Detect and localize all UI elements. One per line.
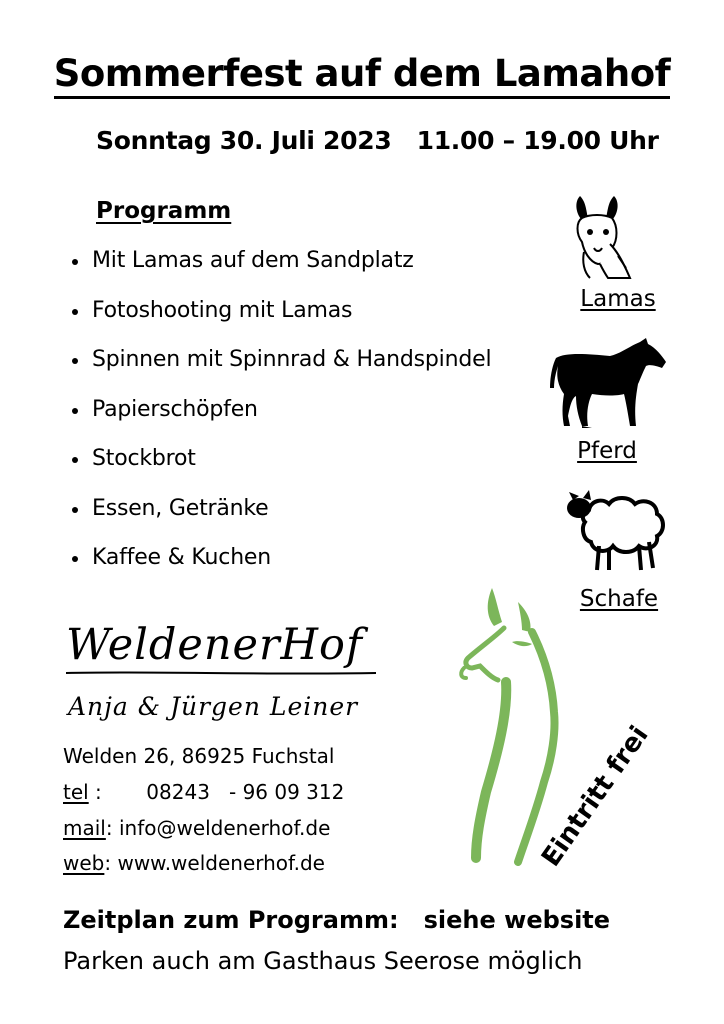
contact-phone [63,780,344,804]
free-entry-badge: Eintritt frei [536,720,655,873]
email-label: mail [63,816,106,840]
list-item: Mit Lamas auf dem Sandplatz [68,248,491,298]
animal-label-pferd: Pferd [577,438,637,464]
parking-note: Parken auch am Gasthaus Seerose möglich [63,947,583,975]
program-heading: Programm [96,198,232,224]
page-title-text: Sommerfest auf dem Lamahof [54,52,671,99]
list-item: Essen, Getränke [68,496,491,546]
event-date-time: Sonntag 30. Juli 2023 11.00 – 19.00 Uhr [96,126,659,155]
list-item: Spinnen mit Spinnrad & Handspindel [68,347,491,397]
phone-label: tel [63,780,89,804]
phone-value: : 08243 - 96 09 312 [88,780,345,804]
horse-icon [548,336,668,428]
list-item: Kaffee & Kuchen [68,545,491,595]
contact-email [63,816,330,840]
page-title [0,52,724,95]
brand-underline [66,670,376,676]
website-value: : www.weldenerhof.de [104,851,325,875]
contact-address: Welden 26, 86925 Fuchstal [63,744,335,768]
sheep-icon [563,484,669,576]
list-item: Fotoshooting mit Lamas [68,298,491,348]
website-label: web [63,851,105,875]
contact-website [63,851,325,875]
owners-name: Anja & Jürgen Leiner [68,692,359,721]
animal-label-schafe: Schafe [579,586,659,612]
schedule-note: Zeitplan zum Programm: siehe website [63,906,611,934]
brand-logo-text: WeldenerHof [66,620,363,670]
list-item: Papierschöpfen [68,397,491,447]
program-list [68,248,491,595]
llama-icon [568,192,638,282]
animal-label-lamas: Lamas [580,286,656,312]
list-item: Stockbrot [68,446,491,496]
email-value: : info@weldenerhof.de [105,816,331,840]
